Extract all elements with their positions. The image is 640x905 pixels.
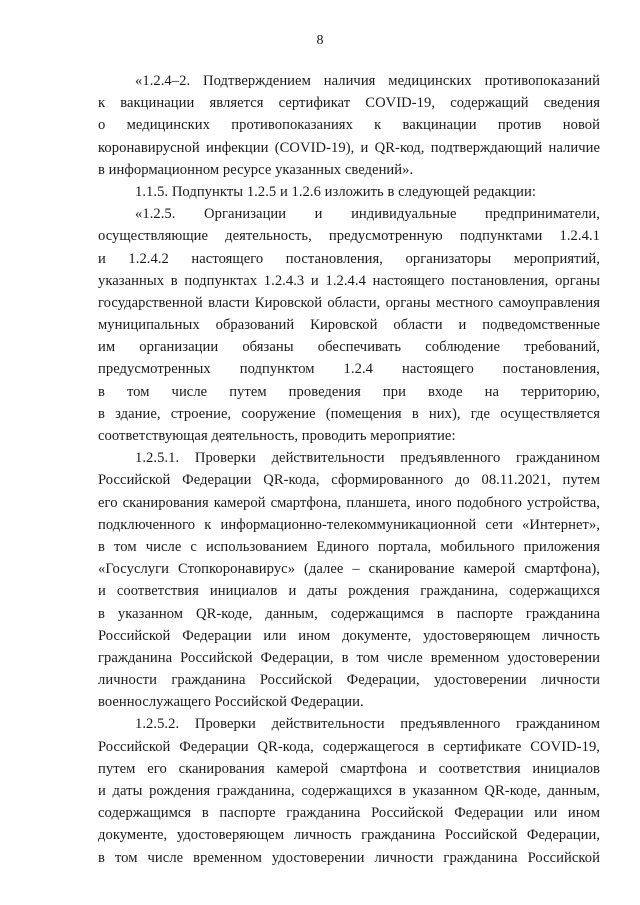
text-line: «1.2.4–2. Подтверждением наличия медицинских противопоказаний bbox=[135, 73, 600, 89]
text-line: и 1.2.4.2 настоящего постановления, организаторы мероприятий, bbox=[98, 250, 600, 267]
text-line: в здание, строение, сооружение (помещения в них), где осуществляется bbox=[98, 405, 600, 422]
text-line: военнослужащего Российской Федерации. bbox=[98, 694, 364, 711]
text-line: государственной власти Кировской области, органы местного самоуправления bbox=[98, 294, 600, 311]
text-line: соответствующая деятельность, проводить мероприятие: bbox=[98, 428, 456, 444]
text-line: документе, удостоверяющем личность гражданина Российской Федерации, bbox=[98, 827, 600, 844]
text-line: его сканирования камерой смартфона, планшета, иного подобного устройства, bbox=[98, 494, 600, 511]
text-line: в том числе временном удостоверении личности гражданина Российской bbox=[98, 849, 600, 866]
text-line: Российской Федерации QR-кода, содержащегося в сертификате COVID-19, bbox=[98, 738, 600, 755]
page-number: 8 bbox=[316, 33, 324, 48]
text-line: Российской Федерации или ином документе, удостоверяющем личность bbox=[98, 627, 600, 644]
text-line: осуществляющие деятельность, предусмотренную подпунктами 1.2.4.1 bbox=[98, 228, 600, 245]
document-body bbox=[98, 70, 600, 869]
text-line: содержащимся в паспорте гражданина Российской Федерации или ином bbox=[98, 805, 600, 822]
text-line: путем его сканирования камерой смартфона и соответствия инициалов bbox=[98, 760, 600, 777]
text-line: коронавирусной инфекции (COVID-19), и QR-код, подтверждающий наличие bbox=[98, 139, 600, 156]
text-line: им организации обязаны обеспечивать соблюдение требований, bbox=[98, 339, 600, 356]
text-line: о медицинских противопоказаниях к вакцинации против новой bbox=[98, 117, 600, 134]
text-line: в том числе путем проведения при входе на территорию, bbox=[98, 383, 600, 400]
text-line: «1.2.5. Организации и индивидуальные предприниматели, bbox=[135, 206, 600, 223]
text-line: в указанном QR-коде, данным, содержащимся в паспорте гражданина bbox=[98, 605, 600, 622]
text-line: в информационном ресурсе указанных сведений». bbox=[98, 161, 414, 178]
text-line: в том числе с использованием Единого портала, мобильного приложения bbox=[98, 538, 600, 555]
text-line: подключенного к информационно-телекоммуникационной сети «Интернет», bbox=[98, 516, 600, 533]
text-line: 1.2.5.2. Проверки действительности предъявленного гражданином bbox=[135, 716, 600, 733]
text-line: личности гражданина Российской Федерации, удостоверении личности bbox=[98, 672, 600, 689]
text-line: и соответствия инициалов и даты рождения гражданина, содержащихся bbox=[98, 583, 600, 600]
text-line: указанных в подпунктах 1.2.4.3 и 1.2.4.4 настоящего постановления, органы bbox=[98, 272, 600, 289]
text-line: «Госуслуги Стопкоронавирус» (далее – сканирование камерой смартфона), bbox=[98, 561, 600, 578]
text-line: гражданина Российской Федерации, в том числе временном удостоверении bbox=[98, 649, 600, 666]
text-line: предусмотренных подпунктом 1.2.4 настоящего постановления, bbox=[98, 361, 600, 378]
text-line: 1.1.5. Подпункты 1.2.5 и 1.2.6 изложить в следующей редакции: bbox=[135, 183, 536, 200]
text-line: к вакцинации является сертификат COVID-19, содержащий сведения bbox=[98, 95, 600, 112]
text-line: муниципальных образований Кировской области и подведомственные bbox=[98, 317, 600, 334]
text-line: 1.2.5.1. Проверки действительности предъявленного гражданином bbox=[135, 450, 600, 467]
text-line: и даты рождения гражданина, содержащихся в указанном QR-коде, данным, bbox=[98, 783, 600, 799]
text-line: Российской Федерации QR-кода, сформированного до 08.11.2021, путем bbox=[98, 472, 600, 489]
